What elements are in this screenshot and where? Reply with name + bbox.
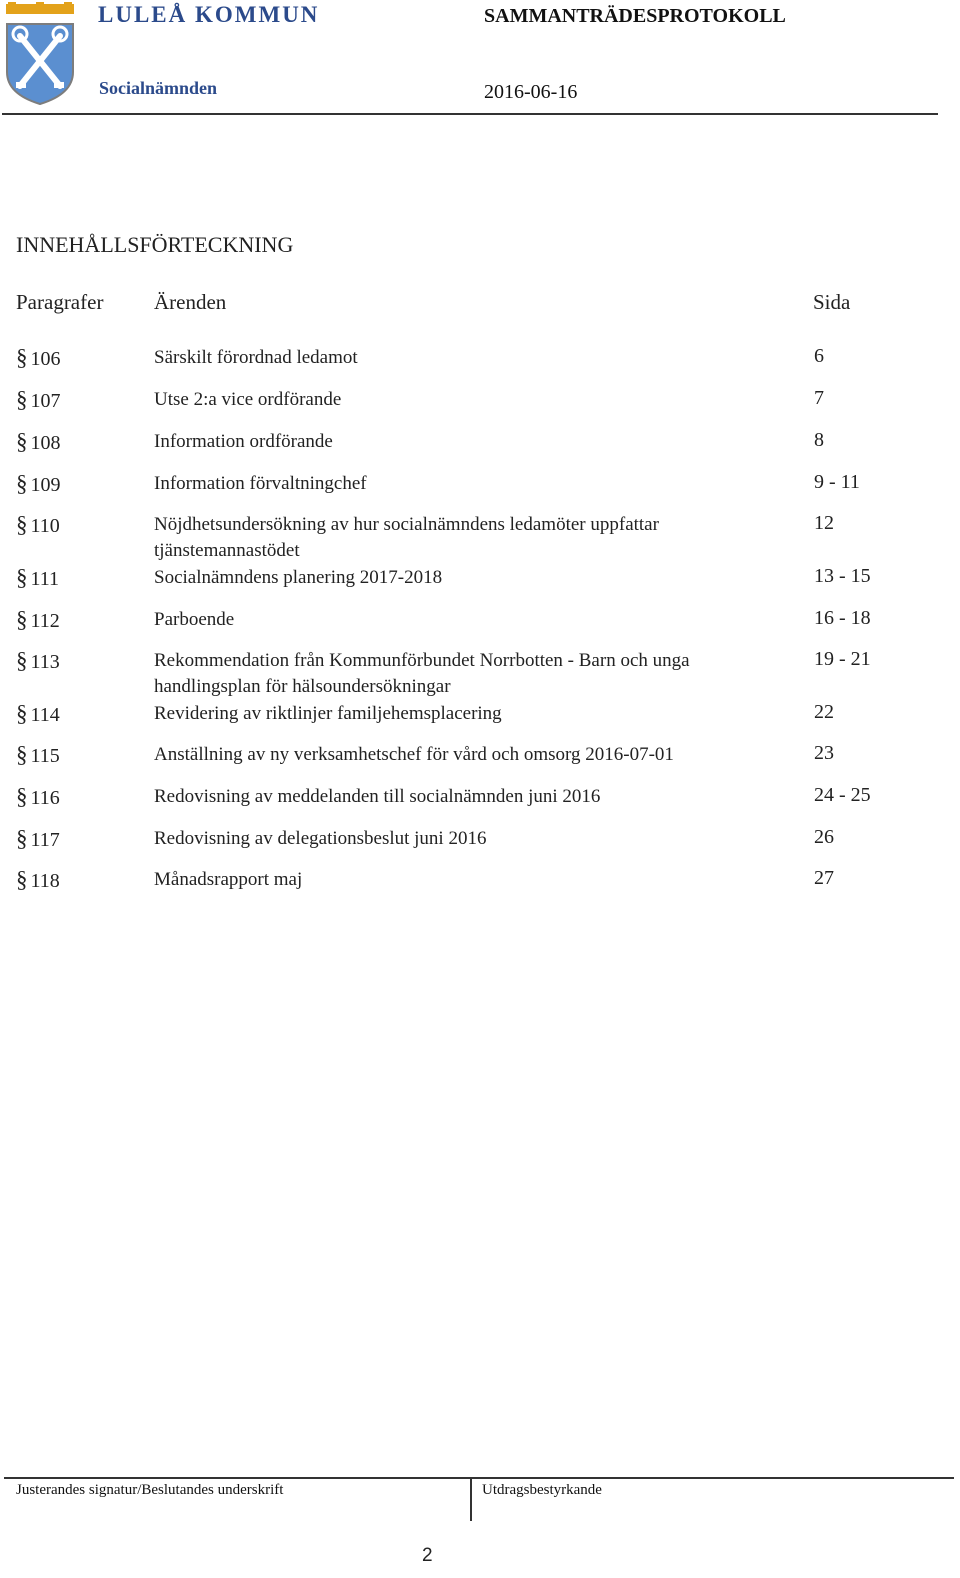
- column-header-paragraph: Paragrafer: [16, 290, 104, 314]
- organization-name: LULEÅ KOMMUN: [98, 2, 320, 27]
- toc-row: [0, 429, 960, 473]
- toc-paragraph: [16, 387, 61, 413]
- toc-item-title: Utse 2:a vice ordförande: [154, 389, 342, 410]
- toc-item-title: Information ordförande: [154, 431, 333, 452]
- section-symbol: §: [16, 471, 28, 496]
- toc-paragraph: [16, 607, 60, 633]
- toc-page-ref: 9 - 11: [814, 471, 860, 493]
- paragraph-number: 118: [30, 870, 60, 892]
- toc-page-ref: 7: [814, 387, 824, 409]
- toc-item-title: Information förvaltningchef: [154, 473, 367, 494]
- toc-paragraph: [16, 512, 60, 538]
- toc-row: [0, 512, 960, 561]
- toc-page-ref: 26: [814, 826, 834, 848]
- paragraph-number: 107: [30, 390, 61, 412]
- document-date: 2016-06-16: [484, 81, 578, 103]
- toc-row: [0, 826, 960, 870]
- toc-item-title: Rekommendation från Kommunförbundet Norrbotten - Barn och unga handlingsplan för hälsoundersökningar: [154, 650, 690, 697]
- toc-item-title: Parboende: [154, 609, 235, 630]
- toc-paragraph: [16, 471, 61, 497]
- section-symbol: §: [16, 648, 28, 673]
- toc-page-ref: 12: [814, 512, 834, 534]
- section-symbol: §: [16, 565, 28, 590]
- section-symbol: §: [16, 512, 28, 537]
- toc-item-title: Särskilt förordnad ledamot: [154, 347, 358, 368]
- paragraph-number: 110: [30, 515, 60, 537]
- toc-item-title: Anställning av ny verksamhetschef för vård och omsorg 2016-07-01: [154, 744, 674, 765]
- toc-page-ref: 24 - 25: [814, 784, 871, 806]
- toc-page-ref: 6: [814, 345, 824, 367]
- toc-item-title: Månadsrapport maj: [154, 869, 303, 890]
- certification-label: Utdragsbestyrkande: [482, 1482, 602, 1498]
- toc-item-title: Socialnämndens planering 2017-2018: [154, 567, 443, 588]
- toc-page-ref: 22: [814, 701, 834, 723]
- toc-row: [0, 471, 960, 515]
- toc-paragraph: [16, 826, 60, 852]
- toc-row: [0, 565, 960, 609]
- toc-paragraph: [16, 565, 59, 591]
- section-symbol: §: [16, 701, 28, 726]
- section-symbol: §: [16, 607, 28, 632]
- toc-row: [0, 867, 960, 911]
- paragraph-number: 111: [30, 568, 60, 590]
- toc-paragraph: [16, 784, 60, 810]
- toc-row: [0, 648, 960, 697]
- toc-paragraph: [16, 867, 60, 893]
- toc-page-ref: 23: [814, 742, 834, 764]
- toc-row: [0, 387, 960, 431]
- toc-title: INNEHÅLLSFÖRTECKNING: [16, 232, 294, 257]
- toc-paragraph: [16, 742, 60, 768]
- paragraph-number: 106: [30, 348, 61, 370]
- paragraph-number: 109: [30, 474, 61, 496]
- paragraph-number: 115: [30, 745, 60, 767]
- toc-row: [0, 345, 960, 389]
- paragraph-number: 114: [30, 704, 60, 726]
- header-divider: [2, 113, 938, 115]
- toc-paragraph: [16, 429, 61, 455]
- lulea-coat-of-arms-logo: [4, 2, 76, 106]
- toc-item-title: Nöjdhetsundersökning av hur socialnämndens ledamöter uppfattar tjänstemannastödet: [154, 514, 659, 561]
- toc-row: [0, 742, 960, 786]
- section-symbol: §: [16, 867, 28, 892]
- toc-row: [0, 701, 960, 745]
- toc-item-title: Redovisning av meddelanden till socialnämnden juni 2016: [154, 786, 601, 807]
- footer-divider-right: [472, 1477, 954, 1479]
- signature-label: Justerandes signatur/Beslutandes underskrift: [16, 1482, 284, 1498]
- paragraph-number: 112: [30, 610, 60, 632]
- paragraph-number: 116: [30, 787, 60, 809]
- paragraph-number: 113: [30, 651, 60, 673]
- section-symbol: §: [16, 784, 28, 809]
- column-header-matter: Ärenden: [154, 290, 227, 314]
- footer-divider-left: [4, 1477, 470, 1479]
- document-type: SAMMANTRÄDESPROTOKOLL: [484, 5, 786, 27]
- toc-page-ref: 27: [814, 867, 834, 889]
- column-header-page: Sida: [813, 290, 851, 314]
- toc-paragraph: [16, 701, 60, 727]
- toc-paragraph: [16, 648, 60, 674]
- toc-row: [0, 784, 960, 828]
- section-symbol: §: [16, 387, 28, 412]
- toc-item-title: Redovisning av delegationsbeslut juni 2016: [154, 828, 487, 849]
- toc-page-ref: 13 - 15: [814, 565, 871, 587]
- toc-item-title: Revidering av riktlinjer familjehemsplacering: [154, 703, 502, 724]
- section-symbol: §: [16, 429, 28, 454]
- toc-row: [0, 607, 960, 651]
- page-number: 2: [422, 1545, 433, 1566]
- toc-page-ref: 8: [814, 429, 824, 451]
- section-symbol: §: [16, 826, 28, 851]
- paragraph-number: 117: [30, 829, 60, 851]
- department-name: Socialnämnden: [99, 78, 218, 98]
- section-symbol: §: [16, 345, 28, 370]
- paragraph-number: 108: [30, 432, 61, 454]
- footer-column-separator: [470, 1477, 472, 1521]
- toc-page-ref: 19 - 21: [814, 648, 871, 670]
- toc-page-ref: 16 - 18: [814, 607, 871, 629]
- section-symbol: §: [16, 742, 28, 767]
- toc-paragraph: [16, 345, 61, 371]
